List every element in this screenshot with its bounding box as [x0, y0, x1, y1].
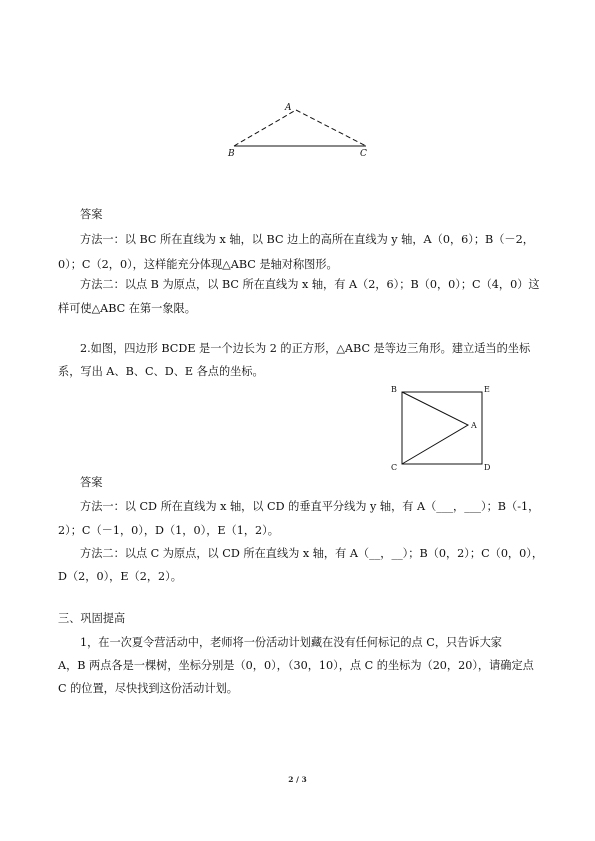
- answer-title-1: 答案: [80, 208, 103, 221]
- answer-1-method1-line1: 方法一：以 BC 所在直线为 x 轴，以 BC 边上的高所在直线为 y 轴，A（0，6）；B（－2，: [80, 233, 534, 246]
- problem-2-line1: 2.如图，四边形 BCDE 是一个边长为 2 的正方形，△ABC 是等边三角形。建立适当的坐标: [80, 342, 531, 355]
- answer-2-method2-line1: 方法二：以点 C 为原点，以 CD 所在直线为 x 轴，有 A（__，__）；B（0，2）；C（0，0），: [80, 547, 544, 560]
- vertex-label-b: B: [391, 385, 397, 394]
- answer-2-method1-line2: 2）；C（－1，0），D（1，0），E（1，2）。: [58, 524, 279, 537]
- triangle-abc: [402, 392, 468, 464]
- answer-1-method2-line1: 方法二：以点 B 为原点，以 BC 所在直线为 x 轴，有 A（2，6）；B（0，0）；C（4，0）这: [80, 278, 540, 291]
- square-bcde: [402, 392, 482, 464]
- problem-2-line2: 系，写出 A、B、C、D、E 各点的坐标。: [58, 365, 264, 378]
- answer-2-method2-line2: D（2，0），E（2，2）。: [58, 570, 182, 583]
- vertex-label-d: D: [484, 463, 491, 472]
- question-1-line1: 1，在一次夏令营活动中，老师将一份活动计划藏在没有任何标记的点 C，只告诉大家: [80, 636, 502, 649]
- square-triangle-figure: [388, 382, 494, 472]
- question-1-line2: A，B 两点各是一棵树，坐标分别是（0，0），（30，10），点 C 的坐标为（20，20），请确定点: [58, 659, 534, 672]
- answer-1-method2-line2: 样可使△ABC 在第一象限。: [58, 302, 196, 315]
- answer-title-2: 答案: [80, 476, 103, 489]
- vertex-label-a: A: [471, 421, 477, 430]
- page-number: 2 / 3: [288, 775, 307, 784]
- vertex-label-e: E: [484, 385, 490, 394]
- side-ac: [296, 110, 366, 146]
- section-3-heading: 三、巩固提高: [58, 612, 126, 625]
- vertex-label-c: C: [391, 463, 398, 472]
- vertex-label-a: A: [285, 103, 292, 113]
- vertex-label-c: C: [360, 149, 367, 159]
- triangle-figure: [220, 96, 380, 160]
- vertex-label-b: B: [228, 149, 235, 159]
- answer-1-method1-line2: 0）；C（2，0），这样能充分体现△ABC 是轴对称图形。: [58, 258, 338, 271]
- side-ab: [234, 110, 296, 146]
- question-1-line3: C 的位置，尽快找到这份活动计划。: [58, 682, 238, 695]
- answer-2-method1-line1: 方法一：以 CD 所在直线为 x 轴，以 CD 的垂直平分线为 y 轴，有 A（___，___）；B（-1，: [80, 500, 540, 513]
